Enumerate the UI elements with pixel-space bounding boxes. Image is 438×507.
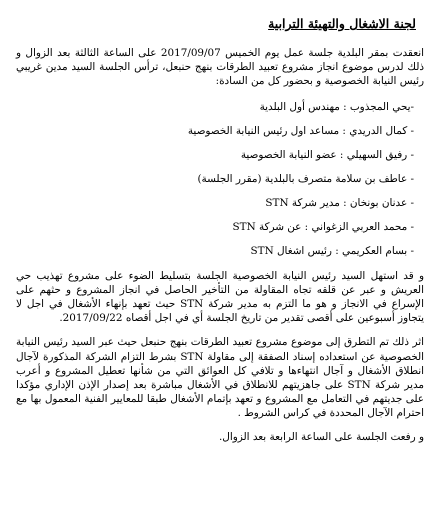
member-item: - بسام العكريمي : رئيس اشغال STN bbox=[250, 244, 414, 257]
member-item: - رفيق السهيلي : عضو النيابة الخصوصية bbox=[240, 148, 414, 161]
paragraph-2: اثر ذلك تم التطرق إلى موضوع مشروع تعبيد الطرقات بنهج حنبعل حيث عبر السيد رئيس النيابة الخصوصية عن استعداده إسناد الصفقة إلى مقاولة STN بشرط التزام الشركة المذكورة لآجال انطلاق الأشغال و آجال انتهاءها و تلافي كل العوائق التي من شأنها تعطيل المشروع و أعرب مدير شركة STN على جاهزيتهم للانطلاق في الأشغال مباشرة بعد إصدار الإذن الإداري مؤكدا على جديتهم في التعامل مع المشروع و تعهد بإتمام الأشغال طبقا للمعايير الفنية المعمول بها مع احترام الآجال المحددة في كراس الشروط . bbox=[16, 336, 424, 420]
member-item: -يحي المجذوب : مهندس أول البلدية bbox=[259, 100, 414, 113]
member-item: - عدنان بونخان : مدير شركة STN bbox=[265, 196, 414, 209]
paragraph-1: و قد استهل السيد رئيس النيابة الخصوصية الجلسة بتسليط الضوء على مشروع تهذيب حي العريش و عبر عن قلقه تجاه المقاولة من التأخير الحاصل في انجاز المشروع و حثهم على الإسراع في الانجاز و هو ما التزم به مدير شركة STN حيث تعهد بإنهاء الأشغال في اجل لا يتجاوز أسبوعين على أقصى تقدير من تاريخ الجلسة أي في اجل أقصاه 2017/09/22. bbox=[16, 269, 424, 325]
members-list bbox=[16, 101, 424, 258]
closing-line: و رفعت الجلسة على الساعة الرابعة بعد الزوال. bbox=[219, 430, 424, 443]
document-title: لجنة الاشغال والتهيئة الترابية bbox=[268, 16, 416, 31]
member-item: - عاطف بن سلامة متصرف بالبلدية (مقرر الجلسة) bbox=[197, 172, 414, 185]
member-item: - محمد العربي الزغواني : عن شركة STN bbox=[232, 220, 414, 233]
member-item: - كمال الدريدي : مساعد اول رئيس النيابة الخصوصية bbox=[187, 124, 414, 137]
intro-paragraph: انعقدت بمقر البلدية جلسة عمل يوم الخميس 2017/09/07 على الساعة الثالثة بعد الزوال و ذلك لدرس موضوع انجاز مشروع تعبيد الطرقات بنهج حنبعل، ترأس الجلسة السيد مدين غريبي رئيس النيابة الخصوصية و بحضور كل من السادة: bbox=[16, 47, 424, 88]
